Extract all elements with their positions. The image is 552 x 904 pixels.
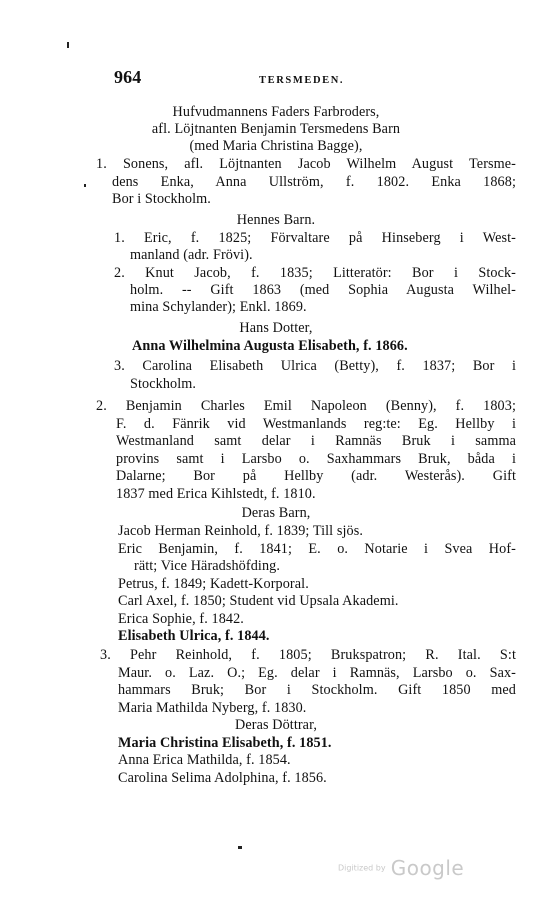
text-line: Carolina Selima Adolphina, f. 1856. [118, 770, 327, 786]
text-line: F. d. Fänrik vid Westmanlands reg:te: Eg. Hellby i [116, 416, 516, 432]
stray-mark-left [84, 184, 86, 187]
text-line: Dalarne; Bor på Hellby (adr. Westerås). Gift [116, 468, 516, 484]
running-title: TERSMEDEN. [259, 75, 345, 86]
text-line: Westmanland samt delar i Ramnäs Bruk i samma [116, 433, 516, 449]
text-line: 1. Eric, f. 1825; Förvaltare på Hinseberg i West- [114, 230, 516, 246]
text-line: 1837 med Erica Kihlstedt, f. 1810. [116, 486, 316, 502]
text-line: Elisabeth Ulrica, f. 1844. [118, 628, 270, 644]
watermark-prefix: Digitized by [338, 863, 386, 873]
text-line: Carl Axel, f. 1850; Student vid Upsala Akademi. [118, 593, 399, 609]
text-line: holm. -- Gift 1863 (med Sophia Augusta Wilhel- [130, 282, 516, 298]
stray-mark-bottom [238, 846, 242, 849]
text-line: Jacob Herman Reinhold, f. 1839; Till sjös. [118, 523, 363, 539]
text-line: 2. Knut Jacob, f. 1835; Litteratör: Bor i Stock- [114, 265, 516, 281]
subheading: Deras Döttrar, [235, 717, 317, 733]
text-line: rätt; Vice Häradshöfding. [134, 558, 280, 574]
text-line: 2. Benjamin Charles Emil Napoleon (Benny), f. 1803; [96, 398, 516, 414]
section-heading: afl. Löjtnanten Benjamin Tersmedens Barn [151, 121, 401, 137]
text-line: mina Schylander); Enkl. 1869. [130, 299, 307, 315]
text-line: Anna Erica Mathilda, f. 1854. [118, 752, 291, 768]
text-line: Erica Sophie, f. 1842. [118, 611, 244, 627]
subheading: Deras Barn, [241, 505, 311, 521]
subheading: Hans Dotter, [239, 320, 313, 336]
text-line: Bor i Stockholm. [112, 191, 211, 207]
text-line: Maria Mathilda Nyberg, f. 1830. [118, 700, 307, 716]
stray-mark-top-left [67, 42, 69, 48]
text-line: 3. Pehr Reinhold, f. 1805; Brukspatron; R. Ital. S:t [100, 647, 516, 663]
google-logo: Google [390, 856, 465, 880]
google-watermark [338, 856, 464, 880]
text-line: Stockholm. [130, 376, 197, 392]
text-line: Anna Wilhelmina Augusta Elisabeth, f. 1866. [132, 338, 408, 354]
text-line: 1. Sonens, afl. Löjtnanten Jacob Wilhelm August Tersme- [96, 156, 516, 172]
text-line: 3. Carolina Elisabeth Ulrica (Betty), f. 1837; Bor i [114, 358, 516, 374]
text-line: dens Enka, Anna Ullström, f. 1802. Enka 1868; [112, 174, 516, 190]
text-line: provins samt i Larsbo o. Saxhammars Bruk, båda i [116, 451, 516, 467]
text-line: Petrus, f. 1849; Kadett-Korporal. [118, 576, 309, 592]
text-line: Maria Christina Elisabeth, f. 1851. [118, 735, 332, 751]
section-heading: (med Maria Christina Bagge), [189, 138, 363, 154]
section-heading: Hufvudmannens Faders Farbroders, [172, 104, 380, 120]
text-line: hammars Bruk; Bor i Stockholm. Gift 1850 med [118, 682, 516, 698]
subheading: Hennes Barn. [236, 212, 316, 228]
text-line: Maur. o. Laz. O.; Eg. delar i Ramnäs, Larsbo o. Sax- [118, 665, 516, 681]
text-line: manland (adr. Frövi). [130, 247, 253, 263]
page-number: 964 [114, 67, 142, 87]
text-line: Eric Benjamin, f. 1841; E. o. Notarie i Svea Hof- [118, 541, 516, 557]
